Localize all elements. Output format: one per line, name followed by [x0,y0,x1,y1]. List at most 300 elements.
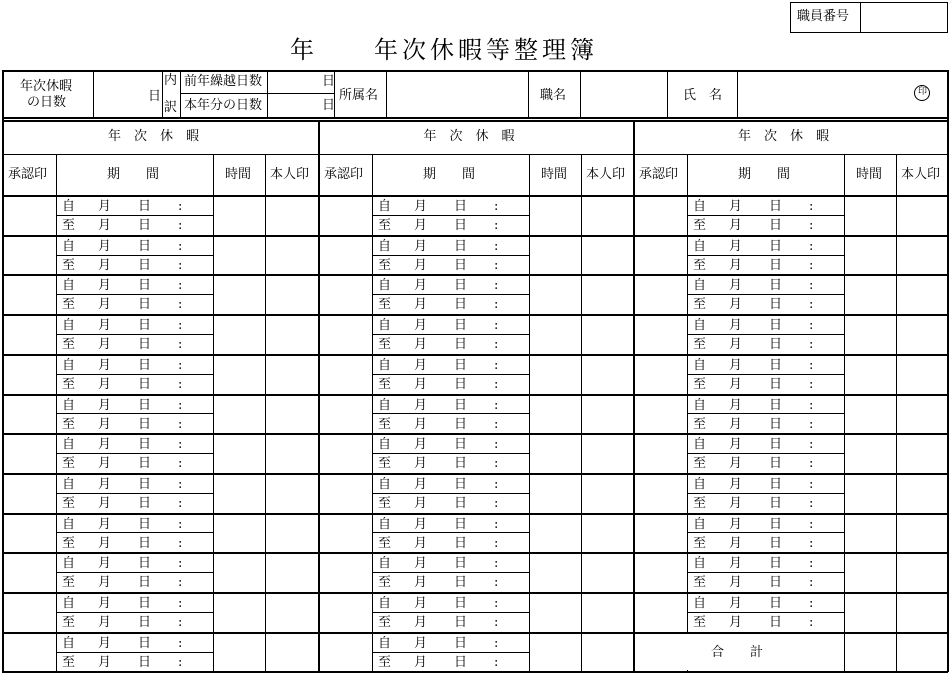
approval-seal-cell[interactable] [319,315,372,353]
period-from-label: 自 [378,476,392,492]
period-split-line [687,572,844,573]
period-header: 期 間 [423,167,476,182]
period-month-label: 月 [414,278,428,294]
period-colon: : [494,397,499,413]
period-colon: : [178,575,183,591]
grid-line [947,2,948,33]
approval-seal-header: 承認印 [324,167,364,182]
personal-seal-cell[interactable] [266,275,317,313]
hours-cell[interactable] [530,633,581,671]
approval-seal-cell[interactable] [634,315,687,353]
period-day-label: 日 [138,516,152,532]
approval-seal-cell[interactable] [634,355,687,393]
approval-seal-cell[interactable] [3,593,56,631]
grid-line [162,70,163,117]
period-day-label: 日 [769,318,783,334]
period-month-label: 月 [98,495,112,511]
personal-seal-header: 本人印 [901,167,941,182]
period-from-label: 自 [62,357,76,373]
period-day-label: 日 [769,476,783,492]
period-month-label: 月 [729,278,743,294]
period-colon: : [178,535,183,551]
hours-cell[interactable] [845,275,896,313]
personal-seal-cell[interactable] [582,593,632,631]
period-colon: : [178,297,183,313]
period-from-label: 自 [62,278,76,294]
period-day-label: 日 [454,456,468,472]
period-split-line [372,215,529,216]
personal-seal-cell[interactable] [266,633,317,671]
period-colon: : [809,257,814,273]
period-colon: : [809,278,814,294]
period-day-label: 日 [769,238,783,254]
period-from-label: 自 [378,318,392,334]
approval-seal-cell[interactable] [319,196,372,234]
approval-seal-cell[interactable] [319,236,372,274]
approval-seal-cell[interactable] [3,236,56,274]
approval-seal-cell[interactable] [634,474,687,512]
period-month-label: 月 [414,654,428,670]
approval-seal-cell[interactable] [3,633,56,671]
period-split-line [372,453,529,454]
staff-number-field[interactable] [861,3,947,32]
hours-cell[interactable] [214,315,265,353]
period-day-label: 日 [454,516,468,532]
hours-cell[interactable] [214,395,265,433]
period-from-label: 自 [693,278,707,294]
period-month-label: 月 [98,199,112,214]
period-month-label: 月 [98,654,112,670]
hours-cell[interactable] [845,196,896,234]
period-split-line [687,612,844,613]
hours-cell[interactable] [530,593,581,631]
approval-seal-cell[interactable] [319,275,372,313]
approval-seal-cell[interactable] [319,514,372,552]
period-from-label: 自 [62,318,76,334]
period-month-label: 月 [414,575,428,591]
period-day-label: 日 [138,218,152,233]
period-day-label: 日 [138,575,152,591]
personal-seal-cell[interactable] [266,315,317,353]
personal-seal-cell[interactable] [582,236,632,274]
approval-seal-cell[interactable] [3,474,56,512]
approval-seal-cell[interactable] [3,315,56,353]
period-day-label: 日 [454,357,468,373]
approval-seal-cell[interactable] [634,196,687,234]
period-from-label: 自 [693,437,707,453]
personal-seal-cell[interactable] [582,553,632,591]
period-to-label: 至 [378,575,392,591]
period-month-label: 月 [98,218,112,233]
period-day-label: 日 [769,218,783,233]
hours-cell[interactable] [845,593,896,631]
period-colon: : [178,318,183,334]
personal-seal-cell[interactable] [266,395,317,433]
period-colon: : [809,416,814,432]
grid-line [2,195,948,197]
approval-seal-cell[interactable] [319,553,372,591]
day-unit-this-year: 日 [322,98,336,113]
period-split-line [56,572,213,573]
personal-seal-cell[interactable] [897,315,946,353]
period-colon: : [809,575,814,591]
hours-cell[interactable] [214,553,265,591]
period-colon: : [494,615,499,630]
period-month-label: 月 [98,357,112,373]
period-colon: : [809,357,814,373]
period-colon: : [178,416,183,432]
personal-seal-cell[interactable] [897,196,946,234]
grid-line [2,117,948,119]
period-from-label: 自 [62,437,76,453]
period-day-label: 日 [138,199,152,214]
personal-seal-cell[interactable] [582,633,632,671]
personal-seal-cell[interactable] [266,355,317,393]
personal-seal-cell[interactable] [582,315,632,353]
personal-seal-cell[interactable] [582,355,632,393]
hours-cell[interactable] [214,514,265,552]
period-day-label: 日 [138,437,152,453]
period-month-label: 月 [414,516,428,532]
grid-line [790,32,948,33]
period-day-label: 日 [454,337,468,353]
approval-seal-cell[interactable] [3,196,56,234]
hours-cell[interactable] [530,514,581,552]
period-split-line [56,612,213,613]
personal-seal-cell[interactable] [897,593,946,631]
period-colon: : [178,337,183,353]
period-day-label: 日 [138,397,152,413]
period-day-label: 日 [138,278,152,294]
period-day-label: 日 [769,535,783,551]
period-month-label: 月 [98,278,112,294]
personal-seal-cell[interactable] [897,474,946,512]
personal-seal-cell[interactable] [897,553,946,591]
page-title: 年 年次休暇等整理簿 [290,36,598,64]
period-colon: : [494,376,499,392]
period-month-label: 月 [729,575,743,591]
period-day-label: 日 [138,297,152,313]
period-colon: : [178,437,183,453]
period-day-label: 日 [454,318,468,334]
period-split-line [687,413,844,414]
hours-cell[interactable] [845,474,896,512]
period-colon: : [494,476,499,492]
period-from-label: 自 [693,199,707,214]
personal-seal-cell[interactable] [582,196,632,234]
approval-seal-cell[interactable] [319,434,372,472]
hours-cell[interactable] [214,474,265,512]
period-split-line [372,652,529,653]
approval-seal-cell[interactable] [634,395,687,433]
period-colon: : [809,337,814,353]
period-month-label: 月 [414,257,428,273]
hours-cell[interactable] [214,236,265,274]
approval-seal-cell[interactable] [319,474,372,512]
period-month-label: 月 [98,297,112,313]
period-day-label: 日 [138,495,152,511]
period-colon: : [494,535,499,551]
period-split-line [56,532,213,533]
period-colon: : [494,437,499,453]
period-colon: : [809,535,814,551]
period-day-label: 日 [454,416,468,432]
hours-cell[interactable] [214,434,265,472]
hours-cell[interactable] [214,196,265,234]
period-split-line [372,413,529,414]
period-header: 期 間 [107,167,160,182]
personal-seal-cell[interactable] [266,434,317,472]
period-colon: : [494,337,499,353]
period-day-label: 日 [138,357,152,373]
personal-seal-cell[interactable] [266,196,317,234]
period-day-label: 日 [454,297,468,313]
period-month-label: 月 [729,476,743,492]
period-to-label: 至 [378,416,392,432]
period-month-label: 月 [414,456,428,472]
approval-seal-cell[interactable] [3,275,56,313]
approval-seal-cell[interactable] [634,553,687,591]
period-day-label: 日 [769,199,783,214]
hours-cell[interactable] [530,474,581,512]
period-to-label: 至 [378,218,392,233]
hours-cell[interactable] [845,553,896,591]
period-colon: : [494,556,499,572]
period-day-label: 日 [769,357,783,373]
period-from-label: 自 [62,199,76,214]
hours-cell[interactable] [214,633,265,671]
period-to-label: 至 [693,416,707,432]
period-month-label: 月 [98,535,112,551]
personal-seal-header: 本人印 [586,167,626,182]
period-to-label: 至 [62,337,76,353]
period-from-label: 自 [378,238,392,254]
personal-seal-cell[interactable] [266,514,317,552]
hours-cell[interactable] [530,196,581,234]
hours-cell[interactable] [530,395,581,433]
name-label: 氏 名 [683,88,723,103]
period-from-label: 自 [693,476,707,492]
personal-seal-cell[interactable] [582,395,632,433]
approval-seal-cell[interactable] [319,395,372,433]
approval-seal-cell[interactable] [634,434,687,472]
period-day-label: 日 [769,575,783,591]
period-day-label: 日 [769,615,783,630]
period-colon: : [809,218,814,233]
personal-seal-cell[interactable] [897,514,946,552]
hours-cell[interactable] [530,315,581,353]
approval-seal-cell[interactable] [3,553,56,591]
personal-seal-cell[interactable] [897,275,946,313]
seal-mark: 印 [918,87,928,97]
period-from-label: 自 [62,476,76,492]
carried-over-label: 前年繰越日数 [184,74,263,89]
hours-cell[interactable] [845,236,896,274]
period-split-line [372,493,529,494]
period-from-label: 自 [693,516,707,532]
grid-line [790,2,791,33]
affiliation-field[interactable] [387,71,528,117]
grid-line [2,154,948,155]
period-from-label: 自 [378,397,392,413]
hours-cell[interactable] [530,275,581,313]
period-to-label: 至 [378,297,392,313]
period-day-label: 日 [769,376,783,392]
period-month-label: 月 [98,318,112,334]
period-to-label: 至 [693,218,707,233]
hours-cell[interactable] [845,434,896,472]
approval-seal-cell[interactable] [634,236,687,274]
period-to-label: 至 [62,654,76,670]
period-day-label: 日 [138,556,152,572]
hours-cell[interactable] [845,355,896,393]
period-day-label: 日 [769,397,783,413]
personal-seal-cell[interactable] [582,275,632,313]
period-split-line [687,294,844,295]
approval-seal-cell[interactable] [319,593,372,631]
period-month-label: 月 [414,357,428,373]
period-to-label: 至 [378,615,392,630]
period-from-label: 自 [693,318,707,334]
period-split-line [687,374,844,375]
period-to-label: 至 [693,337,707,353]
period-from-label: 自 [62,397,76,413]
period-month-label: 月 [414,337,428,353]
personal-seal-cell[interactable] [897,395,946,433]
period-split-line [372,612,529,613]
period-split-line [56,453,213,454]
grid-line [528,70,529,117]
hours-cell[interactable] [530,355,581,393]
personal-seal-cell[interactable] [266,236,317,274]
personal-seal-cell[interactable] [897,355,946,393]
period-split-line [687,255,844,256]
period-day-label: 日 [454,238,468,254]
period-colon: : [494,596,499,611]
period-day-label: 日 [769,495,783,511]
approval-seal-cell[interactable] [3,434,56,472]
period-colon: : [178,615,183,630]
personal-seal-cell[interactable] [897,434,946,472]
period-from-label: 自 [378,437,392,453]
hours-cell[interactable] [845,395,896,433]
period-colon: : [178,635,183,651]
period-day-label: 日 [454,635,468,651]
group-title-annual-leave: 年 次 休 暇 [108,129,200,144]
period-to-label: 至 [62,416,76,432]
approval-seal-cell[interactable] [319,355,372,393]
approval-seal-cell[interactable] [634,275,687,313]
period-day-label: 日 [138,654,152,670]
period-day-label: 日 [138,635,152,651]
approval-seal-cell[interactable] [3,514,56,552]
period-month-label: 月 [414,218,428,233]
approval-seal-header: 承認印 [639,167,679,182]
hours-cell[interactable] [845,514,896,552]
period-from-label: 自 [693,238,707,254]
hours-cell[interactable] [845,315,896,353]
group-title-annual-leave: 年 次 休 暇 [738,129,830,144]
period-day-label: 日 [454,615,468,630]
period-month-label: 月 [98,397,112,413]
period-month-label: 月 [729,437,743,453]
approval-seal-cell[interactable] [3,355,56,393]
hours-cell[interactable] [214,355,265,393]
period-colon: : [178,556,183,572]
period-month-label: 月 [729,615,743,630]
period-day-label: 日 [454,199,468,214]
period-to-label: 至 [62,535,76,551]
period-month-label: 月 [729,495,743,511]
personal-seal-cell[interactable] [266,553,317,591]
period-colon: : [494,654,499,670]
period-colon: : [494,516,499,532]
personal-seal-cell[interactable] [266,474,317,512]
period-month-label: 月 [98,376,112,392]
personal-seal-cell[interactable] [582,474,632,512]
period-colon: : [178,456,183,472]
approval-seal-cell[interactable] [3,395,56,433]
personal-seal-cell[interactable] [582,514,632,552]
period-day-label: 日 [138,596,152,611]
period-split-line [687,215,844,216]
breakdown-label-2: 訳 [164,100,178,115]
period-colon: : [178,516,183,532]
hours-cell[interactable] [530,553,581,591]
period-month-label: 月 [414,556,428,572]
period-header: 期 間 [738,167,791,182]
personal-seal-cell[interactable] [266,593,317,631]
period-split-line [56,413,213,414]
period-month-label: 月 [414,476,428,492]
period-colon: : [809,238,814,254]
period-to-label: 至 [378,337,392,353]
approval-seal-cell[interactable] [634,593,687,631]
period-from-label: 自 [378,278,392,294]
approval-seal-cell[interactable] [634,514,687,552]
period-month-label: 月 [414,535,428,551]
hours-cell[interactable] [530,434,581,472]
period-colon: : [178,596,183,611]
period-day-label: 日 [454,556,468,572]
period-colon: : [809,318,814,334]
period-day-label: 日 [769,596,783,611]
hours-header: 時間 [225,167,252,182]
period-colon: : [809,199,814,214]
period-colon: : [494,456,499,472]
period-to-label: 至 [378,376,392,392]
period-month-label: 月 [414,318,428,334]
period-month-label: 月 [414,615,428,630]
hours-cell[interactable] [214,275,265,313]
period-split-line [687,493,844,494]
period-split-line [372,572,529,573]
approval-seal-cell[interactable] [319,633,372,671]
period-day-label: 日 [454,535,468,551]
period-month-label: 月 [414,416,428,432]
period-colon: : [809,615,814,630]
personal-seal-cell[interactable] [897,236,946,274]
period-split-line [56,493,213,494]
job-title-field[interactable] [581,71,667,117]
personal-seal-cell[interactable] [582,434,632,472]
hours-cell[interactable] [530,236,581,274]
period-to-label: 至 [62,218,76,233]
period-colon: : [494,318,499,334]
period-split-line [56,215,213,216]
hours-cell[interactable] [214,593,265,631]
period-from-label: 自 [62,556,76,572]
